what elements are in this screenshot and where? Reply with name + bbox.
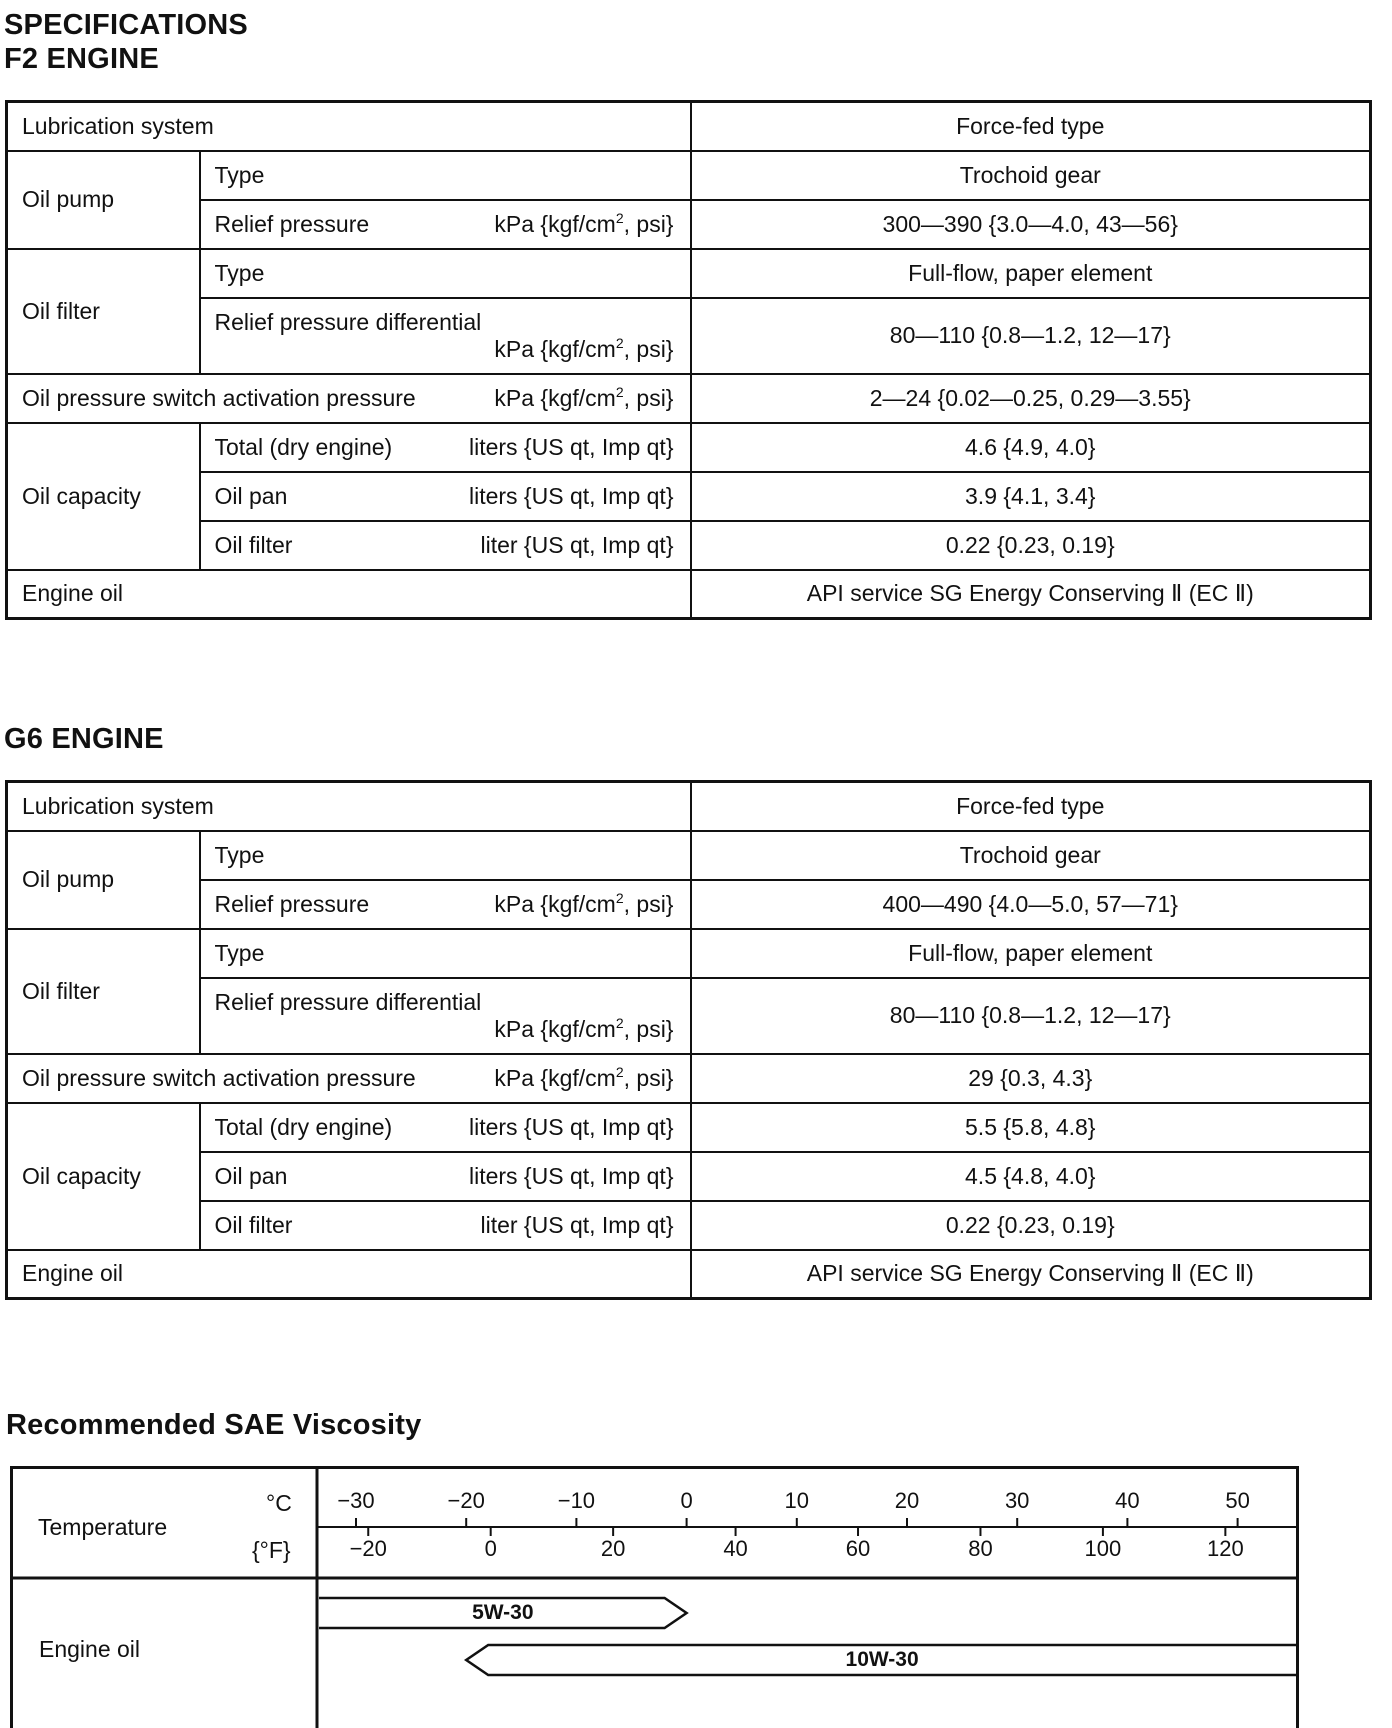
capacity-filter-label: Oil filter bbox=[214, 1211, 293, 1238]
celsius-tick-label: 40 bbox=[1115, 1488, 1140, 1513]
table-row bbox=[7, 200, 1371, 249]
oil-pump-relief-label: Relief pressure bbox=[214, 890, 370, 917]
oil-filter-type-label: Type bbox=[200, 929, 691, 978]
oil-filter-diff-label: Relief pressure differential bbox=[214, 988, 482, 1015]
engine-oil-value: API service SG Energy Conserving Ⅱ (EC Ⅱ) bbox=[691, 1250, 1371, 1299]
volume-unit: liters {US qt, Imp qt} bbox=[468, 433, 674, 460]
capacity-filter-cell bbox=[200, 521, 691, 570]
oil-capacity-label: Oil capacity bbox=[7, 423, 200, 570]
table-row bbox=[7, 1201, 1371, 1250]
oil-pump-type-value: Trochoid gear bbox=[691, 831, 1371, 880]
capacity-pan-cell bbox=[200, 1152, 691, 1201]
fahrenheit-tick-label: 0 bbox=[484, 1536, 497, 1561]
celsius-tick-label: 50 bbox=[1225, 1488, 1250, 1513]
oil-pump-relief-label: Relief pressure bbox=[214, 210, 370, 237]
capacity-pan-label: Oil pan bbox=[214, 1162, 288, 1189]
pressure-unit: kPa {$kgf/cm^2$, psi} bbox=[494, 1063, 674, 1091]
capacity-pan-label: Oil pan bbox=[214, 482, 288, 509]
volume-unit: liter {US qt, Imp qt} bbox=[480, 531, 674, 558]
celsius-unit: °C bbox=[266, 1490, 292, 1516]
fahrenheit-tick-label: 120 bbox=[1206, 1536, 1244, 1561]
oil-pump-label: Oil pump bbox=[7, 151, 200, 249]
celsius-tick-label: 20 bbox=[894, 1488, 920, 1513]
oil-filter-label: Oil filter bbox=[7, 929, 200, 1054]
capacity-filter-value: 0.22 {0.23, 0.19} bbox=[691, 1201, 1371, 1250]
oil-pump-relief-value: 300—390 {3.0—4.0, 43—56} bbox=[691, 200, 1371, 249]
table-row bbox=[7, 102, 1371, 151]
volume-unit: liters {US qt, Imp qt} bbox=[468, 1162, 674, 1189]
fahrenheit-tick-label: 40 bbox=[723, 1536, 748, 1561]
oil-pump-relief-cell bbox=[200, 880, 691, 929]
pressure-unit: kPa {$kgf/cm^2$, psi} bbox=[494, 209, 674, 237]
oil-filter-diff-cell bbox=[200, 298, 691, 374]
fahrenheit-tick-label: 80 bbox=[968, 1536, 993, 1561]
pressure-unit: kPa {$kgf/cm^2$, psi} bbox=[494, 383, 674, 411]
capacity-pan-cell bbox=[200, 472, 691, 521]
oil-filter-diff-cell bbox=[200, 978, 691, 1054]
capacity-pan-value: 4.5 {4.8, 4.0} bbox=[691, 1152, 1371, 1201]
oil-pump-relief-value: 400—490 {4.0—5.0, 57—71} bbox=[691, 880, 1371, 929]
g6-engine-heading: G6 ENGINE bbox=[4, 723, 164, 755]
switch-cell bbox=[7, 374, 691, 423]
lubrication-system-value: Force-fed type bbox=[691, 102, 1371, 151]
oil-pump-type-value: Trochoid gear bbox=[691, 151, 1371, 200]
lubrication-system-value: Force-fed type bbox=[691, 782, 1371, 831]
oil-filter-type-label: Type bbox=[200, 249, 691, 298]
oil-pump-label: Oil pump bbox=[7, 831, 200, 929]
viscosity-chart bbox=[10, 1466, 1302, 1728]
fahrenheit-tick-label: 100 bbox=[1084, 1536, 1122, 1561]
lubrication-system-label: Lubrication system bbox=[7, 102, 691, 151]
oil-filter-diff-value: 80—110 {0.8—1.2, 12—17} bbox=[691, 298, 1371, 374]
capacity-total-label: Total (dry engine) bbox=[214, 1113, 393, 1140]
temperature-label: Temperature bbox=[38, 1514, 168, 1540]
capacity-total-value: 4.6 {4.9, 4.0} bbox=[691, 423, 1371, 472]
table-row bbox=[7, 1103, 1371, 1152]
g6-spec-table bbox=[5, 780, 1372, 1300]
lubrication-system-label: Lubrication system bbox=[7, 782, 691, 831]
celsius-tick-label: 10 bbox=[784, 1488, 810, 1513]
engine-oil-label: Engine oil bbox=[7, 1250, 691, 1299]
pressure-unit: kPa {$kgf/cm^2$, psi} bbox=[494, 889, 674, 917]
celsius-tick-label: 0 bbox=[680, 1488, 693, 1513]
table-row bbox=[7, 1152, 1371, 1201]
table-row bbox=[7, 929, 1371, 978]
volume-unit: liters {US qt, Imp qt} bbox=[468, 1113, 674, 1140]
table-row bbox=[7, 423, 1371, 472]
table-row bbox=[7, 298, 1371, 374]
capacity-total-cell bbox=[200, 1103, 691, 1152]
fahrenheit-tick-label: −20 bbox=[349, 1536, 387, 1561]
page-title: SPECIFICATIONS bbox=[4, 9, 248, 41]
f2-engine-heading: F2 ENGINE bbox=[4, 43, 159, 75]
oil-pump-type-label: Type bbox=[200, 831, 691, 880]
capacity-total-cell bbox=[200, 423, 691, 472]
volume-unit: liters {US qt, Imp qt} bbox=[468, 482, 674, 509]
table-row bbox=[7, 1250, 1371, 1299]
capacity-pan-value: 3.9 {4.1, 3.4} bbox=[691, 472, 1371, 521]
volume-unit: liter {US qt, Imp qt} bbox=[480, 1211, 674, 1238]
oil-capacity-label: Oil capacity bbox=[7, 1103, 200, 1250]
viscosity-heading: Recommended SAE Viscosity bbox=[6, 1409, 422, 1441]
celsius-tick-label: 30 bbox=[1004, 1488, 1030, 1513]
capacity-total-label: Total (dry engine) bbox=[214, 433, 393, 460]
oil-filter-diff-value: 80—110 {0.8—1.2, 12—17} bbox=[691, 978, 1371, 1054]
fahrenheit-unit: {°F} bbox=[252, 1537, 291, 1563]
table-row bbox=[7, 782, 1371, 831]
table-row bbox=[7, 570, 1371, 619]
celsius-tick-label: −20 bbox=[447, 1488, 485, 1513]
oil-pump-type-label: Type bbox=[200, 151, 691, 200]
celsius-tick-label: −30 bbox=[337, 1488, 375, 1513]
table-row bbox=[7, 1054, 1371, 1103]
table-row bbox=[7, 151, 1371, 200]
capacity-total-value: 5.5 {5.8, 4.8} bbox=[691, 1103, 1371, 1152]
capacity-filter-value: 0.22 {0.23, 0.19} bbox=[691, 521, 1371, 570]
table-row bbox=[7, 374, 1371, 423]
switch-label: Oil pressure switch activation pressure bbox=[22, 1064, 416, 1091]
oil-filter-type-value: Full-flow, paper element bbox=[691, 249, 1371, 298]
switch-value: 29 {0.3, 4.3} bbox=[691, 1054, 1371, 1103]
switch-cell bbox=[7, 1054, 691, 1103]
table-row bbox=[7, 831, 1371, 880]
table-row bbox=[7, 521, 1371, 570]
celsius-tick-label: −10 bbox=[557, 1488, 596, 1513]
viscosity-band-label: 10W-30 bbox=[845, 1648, 919, 1671]
oil-filter-diff-label: Relief pressure differential bbox=[214, 308, 482, 335]
table-row bbox=[7, 249, 1371, 298]
switch-label: Oil pressure switch activation pressure bbox=[22, 384, 416, 411]
pressure-unit: kPa {$kgf/cm^2$, psi} bbox=[494, 1014, 674, 1042]
switch-value: 2—24 {0.02—0.25, 0.29—3.55} bbox=[691, 374, 1371, 423]
engine-oil-label: Engine oil bbox=[7, 570, 691, 619]
engine-oil-label: Engine oil bbox=[39, 1636, 141, 1662]
table-row bbox=[7, 880, 1371, 929]
oil-pump-relief-cell bbox=[200, 200, 691, 249]
capacity-filter-label: Oil filter bbox=[214, 531, 293, 558]
viscosity-band-label: 5W-30 bbox=[472, 1601, 534, 1624]
oil-filter-label: Oil filter bbox=[7, 249, 200, 374]
engine-oil-value: API service SG Energy Conserving Ⅱ (EC Ⅱ) bbox=[691, 570, 1371, 619]
oil-filter-type-value: Full-flow, paper element bbox=[691, 929, 1371, 978]
table-row bbox=[7, 978, 1371, 1054]
table-row bbox=[7, 472, 1371, 521]
fahrenheit-tick-label: 60 bbox=[845, 1536, 871, 1561]
f2-spec-table bbox=[5, 100, 1372, 620]
pressure-unit: kPa {$kgf/cm^2$, psi} bbox=[494, 334, 674, 362]
capacity-filter-cell bbox=[200, 1201, 691, 1250]
fahrenheit-tick-label: 20 bbox=[600, 1536, 626, 1561]
